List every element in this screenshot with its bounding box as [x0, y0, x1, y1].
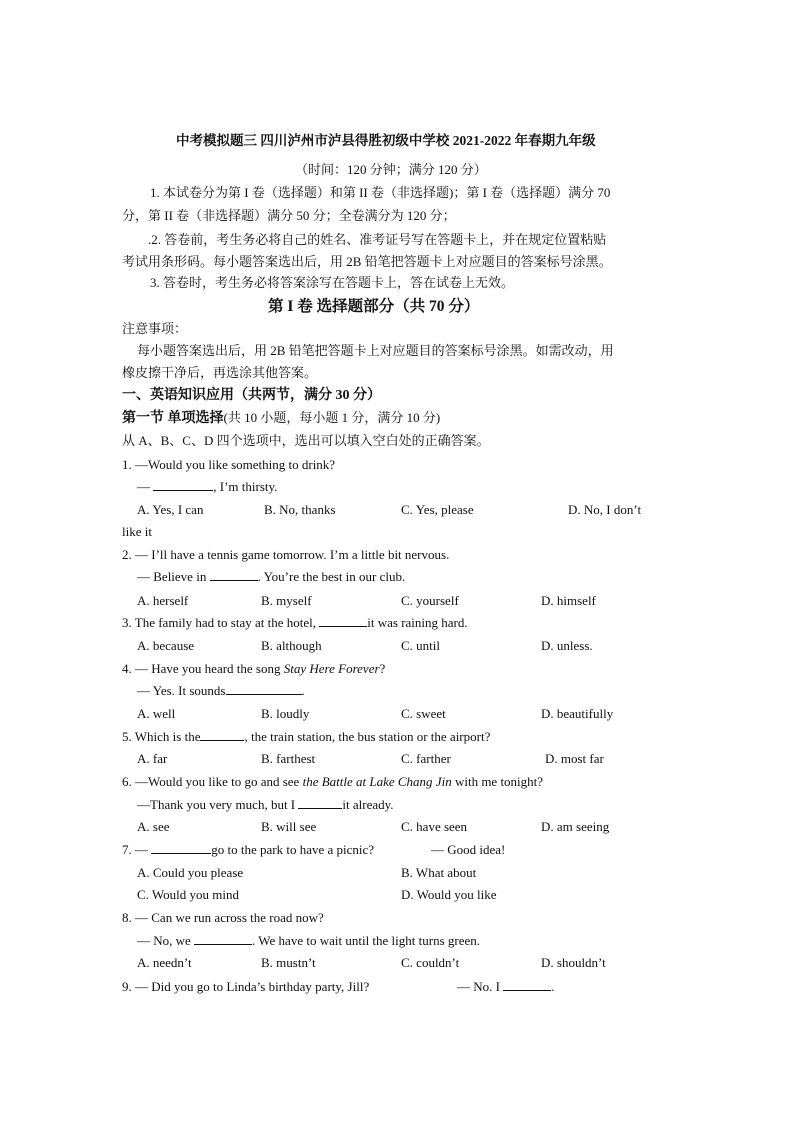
q2-line2: [137, 568, 405, 586]
q7-dash: 7. —: [122, 842, 152, 857]
subsection-1-title: 第一节 单项选择: [122, 411, 224, 426]
q5-option-b: B. farthest: [261, 751, 316, 766]
q3-blank: [319, 614, 367, 627]
q8-option-b: B. mustn’t: [261, 955, 316, 970]
q6-line1-start: 6. —Would you like to go and see: [122, 774, 303, 789]
q6-option-a: A. see: [137, 819, 170, 834]
exam-time: （时间：120 分钟；满分 120 分）: [295, 162, 487, 177]
instruction-3: 3. 答卷时，考生务必将答案涂写在答题卡上，答在试卷上无效。: [150, 275, 515, 290]
q2-option-c: C. yourself: [401, 593, 459, 608]
q3-option-c: C. until: [401, 638, 441, 653]
q6-option-d: D. am seeing: [541, 819, 610, 834]
q1-line2: [137, 478, 277, 496]
q1-option-d: D. No, I don’t: [568, 502, 642, 517]
q7-option-d: D. Would you like: [401, 887, 497, 902]
instruction-1b: 分，第 II 卷（非选择题）满分 50 分；全卷满分为 120 分；: [122, 208, 456, 223]
q4-option-c: C. sweet: [401, 706, 446, 721]
q1-option-b: B. No, thanks: [264, 502, 336, 517]
q7-option-b: B. What about: [401, 865, 477, 880]
q2-line2-rest: . You’re the best in our club.: [257, 569, 406, 584]
q2-line2-start: — Believe in: [137, 569, 210, 584]
q3-option-a: A. because: [137, 638, 195, 653]
q6-option-c: C. have seen: [401, 819, 468, 834]
note-label: 注意事项：: [122, 321, 188, 336]
instruction-2a: .2. 答卷前，考生务必将自己的姓名、准考证号写在答题卡上，并在规定位置粘贴: [148, 232, 607, 247]
q5-line1-rest: , the train station, the bus station or the airport?: [244, 729, 491, 744]
q6-line2: [137, 796, 394, 814]
q4-option-d: D. beautifully: [541, 706, 614, 721]
q7-option-a: A. Could you please: [137, 865, 244, 880]
q5-blank: [200, 728, 244, 741]
q3-line1: [122, 614, 468, 632]
subsection-1-heading: [122, 409, 440, 428]
q8-option-a: A. needn’t: [137, 955, 192, 970]
part1-heading: 第 I 卷 选择题部分（共 70 分）: [268, 298, 480, 315]
subsection-1-instruction: 从 A、B、C、D 四个选项中，选出可以填入空白处的正确答案。: [122, 433, 490, 448]
q4-song-title: Stay Here Forever: [283, 661, 380, 676]
q6-blank: [298, 796, 342, 809]
q8-option-d: D. shouldn’t: [541, 955, 606, 970]
q4-line2-end: .: [301, 683, 305, 698]
q4-line1-end: ?: [379, 661, 386, 676]
q8-line2-rest: . We have to wait until the light turns green.: [252, 933, 481, 948]
q2-option-d: D. himself: [541, 593, 596, 608]
q6-movie-title: the Battle at Lake Chang Jin: [302, 774, 452, 789]
q1-line2-rest: , I’m thirsty.: [213, 479, 278, 494]
q5-line1: [122, 728, 490, 746]
q2-option-a: A. herself: [137, 593, 189, 608]
note-line-a: 每小题答案选出后，用 2B 铅笔把答题卡上对应题目的答案标号涂黑。如需改动，用: [137, 343, 614, 358]
subsection-1-scoring: (共 10 小题，每小题 1 分，满分 10 分): [223, 410, 441, 425]
q2-option-b: B. myself: [261, 593, 312, 608]
q4-line1: [122, 660, 385, 678]
instruction-2b: 考试用条形码。每小题答案选出后，用 2B 铅笔把答题卡上对应题目的答案标号涂黑。: [122, 254, 612, 269]
instruction-1a: 1. 本试卷分为第 I 卷（选择题）和第 II 卷（非选择题)；第 I 卷（选择题）满分 70: [150, 185, 611, 200]
q7-blank: [151, 841, 211, 854]
q8-line2: [137, 932, 480, 950]
q7-line1-rest: go to the park to have a picnic?: [211, 842, 375, 857]
q4-line2-start: — Yes. It sounds: [137, 683, 226, 698]
q3-line1-rest: it was raining hard.: [367, 615, 468, 630]
q4-option-a: A. well: [137, 706, 176, 721]
q6-line2-rest: it already.: [342, 797, 394, 812]
q6-line1-end: with me tonight?: [451, 774, 544, 789]
note-line-b: 橡皮擦干净后，再选涂其他答案。: [122, 365, 318, 380]
q5-option-a: A. far: [137, 751, 168, 766]
q1-line1: 1. —Would you like something to drink?: [122, 457, 336, 472]
q8-option-c: C. couldn’t: [401, 955, 460, 970]
q9-response: [457, 978, 554, 996]
q1-blank: [153, 478, 213, 491]
section-1-heading: 一、英语知识应用（共两节，满分 30 分）: [122, 388, 381, 403]
q8-line1: 8. — Can we run across the road now?: [122, 910, 324, 925]
q7-line1: [122, 841, 374, 859]
q4-option-b: B. loudly: [261, 706, 310, 721]
q9-line1: 9. — Did you go to Linda’s birthday party, Jill?: [122, 979, 370, 994]
exam-title: 中考模拟题三 四川泸州市泸县得胜初级中学校 2021-2022 年春期九年级: [176, 133, 596, 148]
q4-line2: [137, 682, 305, 700]
q5-option-c: C. farther: [401, 751, 451, 766]
q7-response: — Good idea!: [431, 842, 506, 857]
q6-line2-start: —Thank you very much, but I: [137, 797, 299, 812]
q1-option-d-cont: like it: [122, 524, 152, 539]
q2-blank: [210, 568, 258, 581]
q4-blank: [226, 682, 302, 695]
q6-option-b: B. will see: [261, 819, 317, 834]
q5-line1-start: 5. Which is the: [122, 729, 201, 744]
q6-line1: [122, 773, 543, 791]
q4-line1-start: 4. — Have you heard the song: [122, 661, 284, 676]
q1-dash: —: [137, 479, 154, 494]
q8-blank: [194, 932, 252, 945]
q1-option-c: C. Yes, please: [401, 502, 474, 517]
q7-option-c: C. Would you mind: [137, 887, 240, 902]
q1-option-a: A. Yes, I can: [137, 502, 204, 517]
q3-line1-start: 3. The family had to stay at the hotel,: [122, 615, 320, 630]
q2-line1: 2. — I’ll have a tennis game tomorrow. I’m a little bit nervous.: [122, 547, 450, 562]
q3-option-d: D. unless.: [541, 638, 593, 653]
q9-blank: [503, 978, 551, 991]
q3-option-b: B. although: [261, 638, 322, 653]
q5-option-d: D. most far: [545, 751, 604, 766]
q8-line2-start: — No, we: [137, 933, 195, 948]
q9-response-start: — No. I: [457, 979, 504, 994]
q9-response-end: .: [551, 979, 555, 994]
